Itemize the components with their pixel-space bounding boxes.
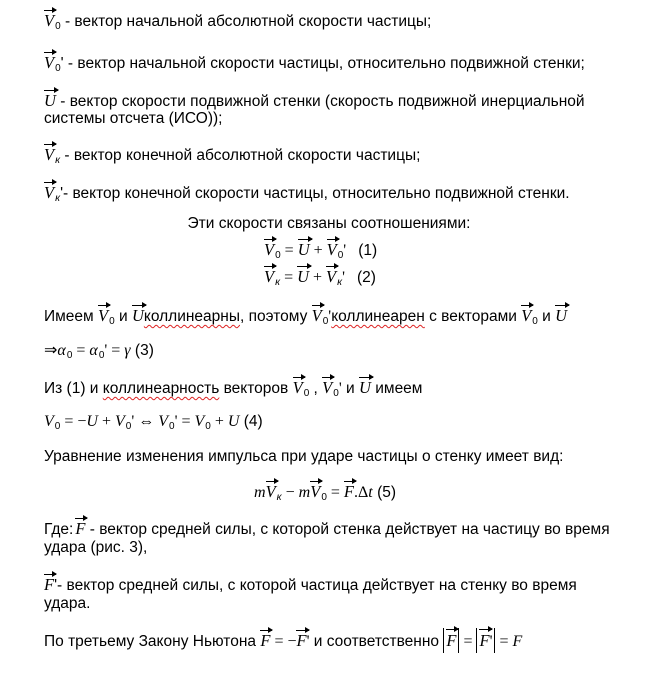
- definition-vk-prime: Vк'- вектор конечной скорости частицы, относительно подвижной стенки.: [44, 183, 570, 204]
- equation-1: $V_0 = U + V_0'$ (1): [264, 240, 378, 261]
- equation-5-label: (5): [377, 484, 397, 501]
- equation-4-label: (4): [243, 413, 263, 430]
- vector-u-symbol: U: [44, 91, 56, 110]
- newton-line: По третьему Закону Ньютона F = −F' и соответственно F = F' = F: [44, 628, 618, 653]
- definition-vk-text: - вектор конечной абсолютной скорости частицы;: [60, 147, 421, 164]
- vector-vk-symbol: V: [44, 145, 55, 164]
- definition-u-text: - вектор скорости подвижной стенки (скорость подвижной инерциальной: [55, 93, 585, 110]
- definition-u-cont: системы отсчета (ИСО));: [44, 110, 223, 127]
- from1-line: Из (1) и коллинеарность векторов $V_0$ , $V_0'$ и U имеем: [44, 378, 423, 399]
- equation-5: mVк − $mV_0 = F.\Delta t$ (5): [254, 482, 397, 503]
- momentum-intro: Уравнение изменения импульса при ударе частицы о стенку имеет вид:: [44, 448, 564, 465]
- force-definition: Где: F - вектор средней силы, с которой стенка действует на частицу во время: [44, 519, 610, 538]
- definition-vk-prime-text: '- вектор конечной скорости частицы, относительно подвижной стенки.: [60, 185, 570, 202]
- vector-v0-symbol: V: [44, 11, 55, 30]
- force-prime-definition-cont: удара.: [44, 595, 91, 612]
- spellcheck-collinear-2: коллинеарен: [331, 308, 425, 325]
- spellcheck-collinearity: коллинеарность: [102, 380, 220, 397]
- vector-v0-symbol: V: [44, 53, 55, 72]
- force-prime-definition: F'- вектор средней силы, с которой частица действует на стенку во время: [44, 575, 577, 594]
- vector-vk-symbol: V: [44, 183, 55, 202]
- collinear-line: Имеем $V_0$ и Uколлинеарны, поэтому $V_0'коллинеарен$ с векторами $V_0$ и U: [44, 306, 568, 327]
- definition-vk: Vк - вектор конечной абсолютной скорости частицы;: [44, 145, 421, 166]
- relations-intro: Эти скорости связаны соотношениями:: [187, 215, 471, 232]
- definition-v0: $V_0$ - вектор начальной абсолютной скорости частицы;: [44, 11, 432, 32]
- equation-1-label: (1): [358, 242, 378, 259]
- spellcheck-collinear: коллинеарны: [143, 308, 240, 325]
- equation-3-label: (3): [134, 342, 154, 359]
- equation-3: $\Rightarrow\alpha_0 = \alpha_0' = \gamma$ (3): [44, 342, 154, 361]
- force-definition-cont: удара (рис. 3),: [44, 539, 148, 556]
- equation-4: $V_0 = -U + V_0'$ ⇔ $V_0' = V_0 + U$ (4): [44, 413, 263, 432]
- equation-2-label: (2): [357, 269, 376, 286]
- definition-v0-prime-text: ' - вектор начальной скорости частицы, относительно подвижной стенки;: [60, 55, 585, 72]
- definition-v0-text: - вектор начальной абсолютной скорости частицы;: [60, 13, 432, 30]
- definition-v0-prime: $V_0'$ - вектор начальной скорости частицы, относительно подвижной стенки;: [44, 53, 585, 74]
- equation-2: Vк = U + Vк' (2): [264, 267, 376, 288]
